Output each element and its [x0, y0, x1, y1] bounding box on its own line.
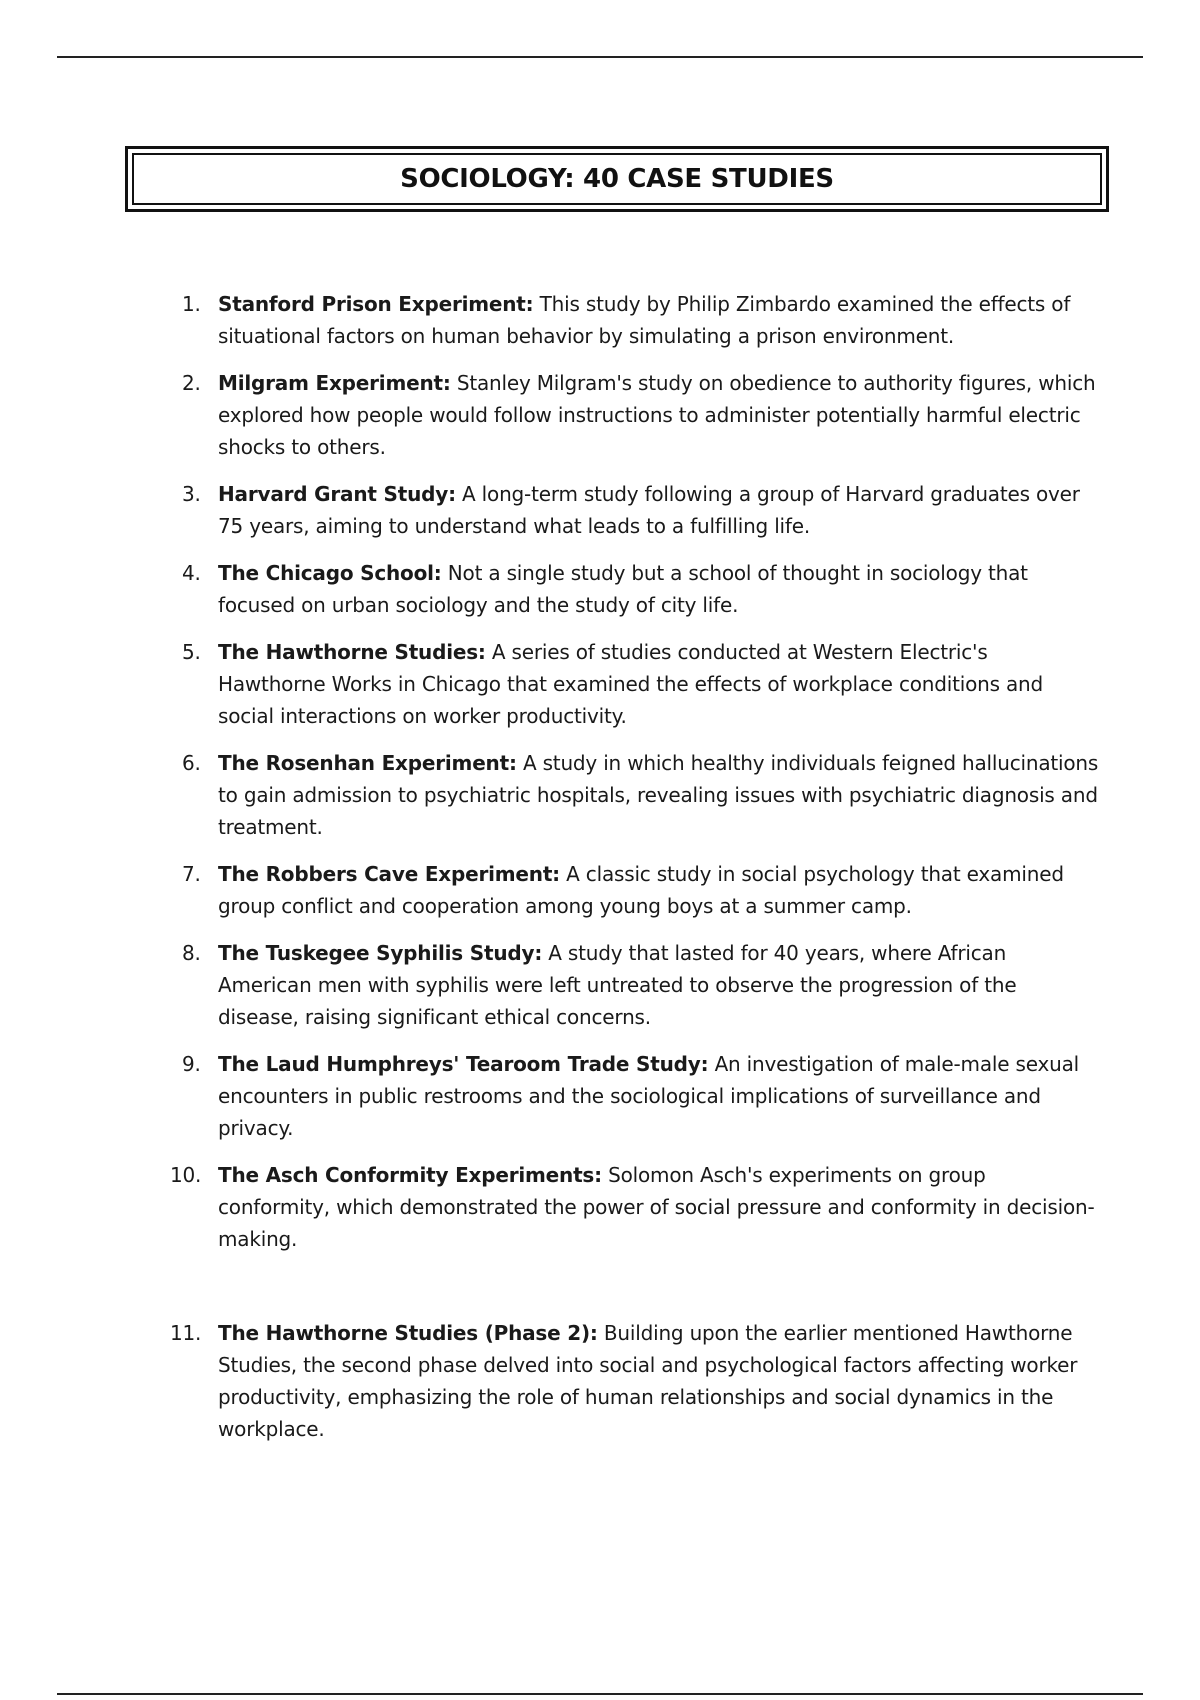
case-name: The Tuskegee Syphilis Study: — [218, 941, 543, 965]
case-name: The Asch Conformity Experiments: — [218, 1163, 602, 1187]
case-study-item — [170, 478, 1100, 542]
case-study-item — [170, 1317, 1100, 1445]
case-number: 10. — [170, 1163, 202, 1187]
case-description: A study in which healthy individuals feigned hallucinations to gain admission to psychiatric hospitals, revealing issues with psychiatric diagnosis and treatment. — [218, 751, 1099, 839]
case-number: 4. — [182, 561, 201, 585]
case-description: Stanley Milgram's study on obedience to authority figures, which explored how people would follow instructions to administer potentially harmful electric shocks to others. — [218, 371, 1096, 459]
title-box — [125, 146, 1109, 212]
footer-rule — [57, 1693, 1143, 1695]
document-title: SOCIOLOGY: 40 CASE STUDIES — [400, 164, 834, 194]
case-description: This study by Philip Zimbardo examined the effects of situational factors on human behavior by simulating a prison environment. — [218, 292, 1071, 348]
case-number: 6. — [182, 751, 201, 775]
case-description: A series of studies conducted at Western Electric's Hawthorne Works in Chicago that examined the effects of workplace conditions and social interactions on worker productivity. — [218, 640, 1044, 728]
case-description: Not a single study but a school of thought in sociology that focused on urban sociology and the study of city life. — [218, 561, 1028, 617]
case-number: 1. — [182, 292, 201, 316]
case-name: The Hawthorne Studies: — [218, 640, 486, 664]
case-study-item — [170, 636, 1100, 732]
case-number: 3. — [182, 482, 201, 506]
case-number: 5. — [182, 640, 201, 664]
case-description: A study that lasted for 40 years, where African American men with syphilis were left untreated to observe the progression of the disease, raising significant ethical concerns. — [218, 941, 1017, 1029]
case-name: The Laud Humphreys' Tearoom Trade Study: — [218, 1052, 709, 1076]
case-number: 9. — [182, 1052, 201, 1076]
case-study-item — [170, 747, 1100, 843]
case-study-item — [170, 1159, 1100, 1255]
case-number: 7. — [182, 862, 201, 886]
case-description: Building upon the earlier mentioned Hawthorne Studies, the second phase delved into social and psychological factors affecting worker productivity, emphasizing the role of human relationships and social dynamics in the workplace. — [218, 1321, 1078, 1441]
case-number: 8. — [182, 941, 201, 965]
case-name: Stanford Prison Experiment: — [218, 292, 534, 316]
case-study-item — [170, 557, 1100, 621]
case-study-item — [170, 937, 1100, 1033]
case-study-item — [170, 858, 1100, 922]
case-study-item — [170, 1048, 1100, 1144]
case-description: A classic study in social psychology that examined group conflict and cooperation among young boys at a summer camp. — [218, 862, 1064, 918]
title-box-inner-border — [132, 153, 1102, 205]
case-name: The Rosenhan Experiment: — [218, 751, 517, 775]
case-description: Solomon Asch's experiments on group conformity, which demonstrated the power of social pressure and conformity in decision-making. — [218, 1163, 1095, 1251]
header-rule — [57, 56, 1143, 58]
case-name: Harvard Grant Study: — [218, 482, 456, 506]
case-name: Milgram Experiment: — [218, 371, 451, 395]
case-name: The Hawthorne Studies (Phase 2): — [218, 1321, 598, 1345]
case-description: A long-term study following a group of Harvard graduates over 75 years, aiming to understand what leads to a fulfilling life. — [218, 482, 1080, 538]
case-studies-list — [170, 288, 1100, 1460]
case-study-item — [170, 367, 1100, 463]
case-number: 11. — [170, 1321, 202, 1345]
case-name: The Chicago School: — [218, 561, 442, 585]
case-description: An investigation of male-male sexual encounters in public restrooms and the sociological implications of surveillance and privacy. — [218, 1052, 1079, 1140]
case-study-item — [170, 288, 1100, 352]
case-number: 2. — [182, 371, 201, 395]
case-name: The Robbers Cave Experiment: — [218, 862, 560, 886]
